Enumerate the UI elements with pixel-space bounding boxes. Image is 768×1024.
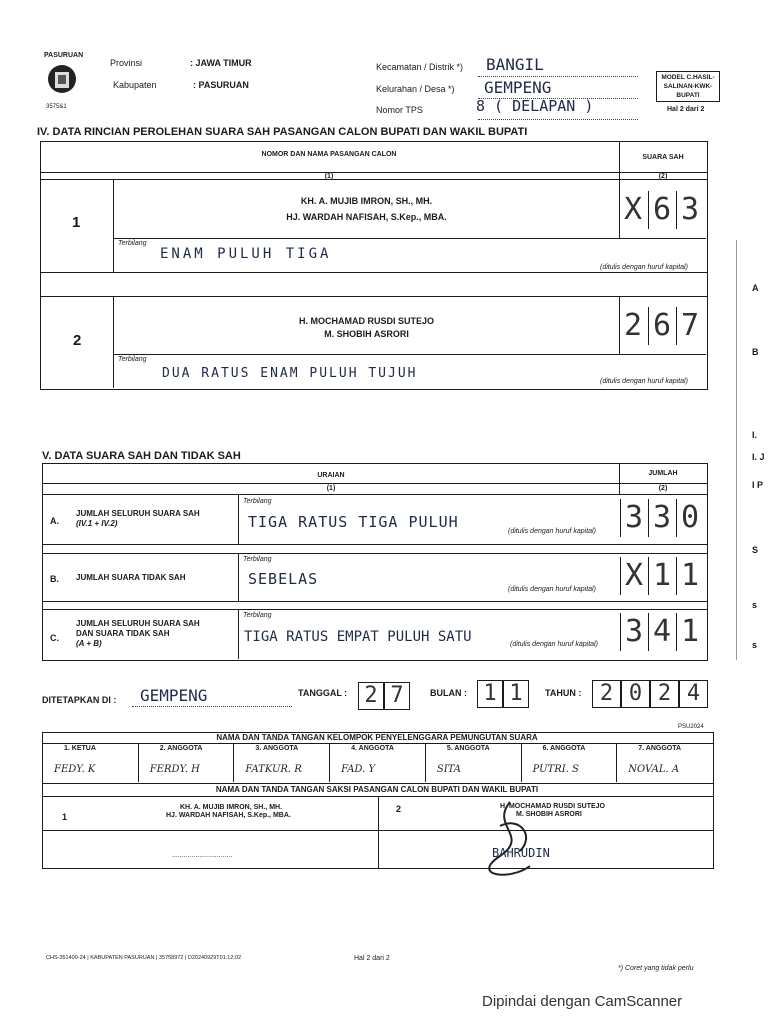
row-a-terbilang-label: Terbilang <box>243 498 272 505</box>
section-5-number-divider <box>42 494 707 495</box>
adjacent-page-letter: s <box>752 640 758 650</box>
row-b-terbilang-hint: (ditulis dengan huruf kapital) <box>508 586 596 593</box>
ditetapkan-dotted-line <box>132 706 292 707</box>
row-a-bottom <box>42 544 707 545</box>
logo-text: PASURUAN <box>44 52 84 59</box>
candidate-spacer-bottom <box>40 296 707 297</box>
row-a-terbilang-hint: (ditulis dengan huruf kapital) <box>508 528 596 535</box>
section-4-col1-number: (1) <box>324 173 334 180</box>
row-c-terbilang-label: Terbilang <box>243 612 272 619</box>
tps-dotted-line <box>478 119 638 120</box>
row-c-words: TIGA RATUS EMPAT PULUH SATU <box>244 629 472 645</box>
candidate-2-terbilang-label: Terbilang <box>118 356 147 363</box>
tanggal-digit-2: 7 <box>384 682 410 710</box>
row-a-letter: A. <box>50 516 59 526</box>
kabupaten-value: : PASURUAN <box>193 80 249 90</box>
candidate-2-digit-2: 6 <box>648 307 675 345</box>
section-4-number-divider <box>40 179 707 180</box>
kpps-col-divider <box>616 743 617 782</box>
kpps-member-signature: FERDY. H <box>149 764 200 775</box>
kpps-member-role: 5. ANGGOTA <box>446 745 490 752</box>
garuda-emblem-icon <box>46 62 78 100</box>
bulan-label: BULAN : <box>430 688 467 698</box>
page-number: Hal 2 dari 2 <box>667 106 705 113</box>
row-b-bottom <box>42 601 707 602</box>
row-b-terbilang-label: Terbilang <box>243 556 272 563</box>
camscanner-watermark: Dipindai dengan CamScanner <box>482 993 683 1010</box>
footer-center: Hal 2 dari 2 <box>354 955 390 962</box>
row-b-digit-1: X <box>620 557 647 595</box>
ditetapkan-value: GEMPENG <box>140 686 208 705</box>
adjacent-page-letter: B <box>752 347 759 357</box>
kecamatan-value: BANGIL <box>486 55 544 74</box>
kpps-member-role: 3. ANGGOTA <box>255 745 299 752</box>
ditetapkan-label: DITETAPKAN DI : <box>42 695 117 705</box>
tanggal-digit-1: 2 <box>358 682 384 710</box>
kpps-member-role: 6. ANGGOTA <box>542 745 586 752</box>
provinsi-value: : JAWA TIMUR <box>190 58 252 68</box>
row-c-divider <box>238 609 239 659</box>
row-b-top <box>42 553 707 554</box>
kpu-logo <box>40 50 96 116</box>
kelurahan-value: GEMPENG <box>484 78 552 97</box>
row-c-top <box>42 609 707 610</box>
adjacent-page-letter: I P <box>752 480 764 490</box>
kpps-member-role: 1. KETUA <box>64 745 96 752</box>
candidate-1-digit-1: X <box>623 192 643 227</box>
saksi-1-number: 1 <box>62 812 68 822</box>
kecamatan-dotted-line <box>478 76 638 77</box>
row-c-label-3: (A + B) <box>76 639 102 648</box>
section-4-col2-header: SUARA SAH <box>642 154 684 161</box>
candidate-2-name-2: M. SHOBIH ASRORI <box>324 329 409 339</box>
candidate-1-number: 1 <box>72 214 81 231</box>
row-b-digit-2: 1 <box>648 557 675 595</box>
tahun-digit-2: 0 <box>621 680 650 708</box>
section-4-col1-header: NOMOR DAN NAMA PASANGAN CALON <box>261 151 397 158</box>
candidate-1-name-2: HJ. WARDAH NAFISAH, S.Kep., MBA. <box>286 212 447 222</box>
kpps-col-divider <box>521 743 522 782</box>
logo-code: 3575&1 <box>46 104 67 110</box>
kpps-title: NAMA DAN TANDA TANGAN KELOMPOK PENYELENGGARA PEMUNGUTAN SUARA <box>216 733 538 742</box>
row-a-label-1: JUMLAH SELURUH SUARA SAH <box>76 509 200 518</box>
saksi-2-name-b: M. SHOBIH ASRORI <box>516 811 582 818</box>
saksi-1-name-b: HJ. WARDAH NAFISAH, S.Kep., MBA. <box>166 812 291 819</box>
saksi-mid-divider <box>42 830 713 831</box>
candidate-1-digit-2: 6 <box>648 191 675 229</box>
adjacent-page-letter: s <box>752 600 758 610</box>
tps-label: Nomor TPS <box>376 105 423 115</box>
section-5-title: V. DATA SUARA SAH DAN TIDAK SAH <box>42 450 241 462</box>
adjacent-page-letter: I. J <box>752 452 765 462</box>
kpps-member-signature: PUTRI. S <box>532 764 579 775</box>
row-c-terbilang-hint: (ditulis dengan huruf kapital) <box>510 641 598 648</box>
adjacent-page-letter: I. <box>752 430 758 440</box>
candidate-1-digit-3: 3 <box>676 191 703 229</box>
kpps-member-signature: FAD. Y <box>341 764 376 775</box>
section-5-col1-header: URAIAN <box>317 472 345 479</box>
footer-note: *) Coret yang tidak perlu <box>618 965 694 972</box>
candidate-2-name-divider <box>113 354 706 355</box>
psu-code: PSU2024 <box>678 724 704 730</box>
row-c-label-1: JUMLAH SELURUH SUARA SAH <box>76 619 200 628</box>
row-b-letter: B. <box>50 574 59 584</box>
footer-left: CHS-351400-24 | KABUPATEN PASURUAN | 35758972 | D20240929T01:12:02 <box>46 955 242 961</box>
candidate-2-no-divider <box>113 296 114 388</box>
row-b-words: SEBELAS <box>248 570 319 588</box>
kpps-title-divider <box>42 743 713 744</box>
row-c-digit-2: 4 <box>648 613 675 651</box>
adjacent-page-letter: S <box>752 545 759 555</box>
candidate-2-terbilang-hint: (ditulis dengan huruf kapital) <box>600 378 688 385</box>
tanggal-label: TANGGAL : <box>298 688 348 698</box>
tahun-digit-3: 2 <box>650 680 679 708</box>
row-a-digit-3: 0 <box>676 499 703 537</box>
provinsi-label: Provinsi <box>110 58 143 68</box>
kpps-col-divider <box>329 743 330 782</box>
row-b-label-1: JUMLAH SUARA TIDAK SAH <box>76 573 186 582</box>
row-a-digit-1: 3 <box>620 499 647 537</box>
candidate-1-bottom <box>40 272 707 273</box>
row-a-digit-2: 3 <box>648 499 675 537</box>
kpps-col-divider <box>233 743 234 782</box>
row-a-words: TIGA RATUS TIGA PULUH <box>248 513 459 531</box>
candidate-1-name-divider <box>113 238 706 239</box>
bulan-digit-1: 1 <box>477 680 503 708</box>
section-5-col2-header: JUMLAH <box>648 470 678 477</box>
section-5-col1-number: (1) <box>326 485 336 492</box>
row-c-digit-1: 3 <box>620 613 647 651</box>
model-box: MODEL C.HASIL-SALINAN-KWK-BUPATI <box>656 71 720 102</box>
kabupaten-label: Kabupaten <box>113 80 157 90</box>
kpps-col-divider <box>138 743 139 782</box>
section-4-title: IV. DATA RINCIAN PEROLEHAN SUARA SAH PASANGAN CALON BUPATI DAN WAKIL BUPATI <box>37 126 528 138</box>
saksi-2-signature-icon <box>480 796 550 886</box>
saksi-1-dots: ............................... <box>172 852 233 859</box>
candidate-2-name-1: H. MOCHAMAD RUSDI SUTEJO <box>298 316 434 326</box>
kpps-member-role: 4. ANGGOTA <box>351 745 394 752</box>
kpps-col-divider <box>425 743 426 782</box>
tps-value: 8 ( DELAPAN ) <box>476 97 594 115</box>
candidate-1-terbilang-hint: (ditulis dengan huruf kapital) <box>600 264 688 271</box>
section-5-header-divider <box>42 483 707 484</box>
tahun-label: TAHUN : <box>545 688 582 698</box>
saksi-2-number: 2 <box>396 804 402 814</box>
adjacent-page-letter: A <box>752 283 759 293</box>
saksi-1-name-a: KH. A. MUJIB IMRON, SH., MH. <box>180 804 283 811</box>
tahun-digit-4: 4 <box>679 680 708 708</box>
kelurahan-label: Kelurahan / Desa *) <box>376 84 455 94</box>
candidate-2-digit-1: 2 <box>623 308 643 343</box>
kpps-member-signature: FEDY. K <box>54 764 96 775</box>
candidate-2-words: DUA RATUS ENAM PULUH TUJUH <box>162 366 418 381</box>
row-b-digit-3: 1 <box>676 557 703 595</box>
candidate-2-digit-3: 7 <box>676 307 703 345</box>
candidate-1-terbilang-label: Terbilang <box>118 240 147 247</box>
kpps-member-signature: FATKUR. R <box>245 764 302 775</box>
saksi-2-name-a: H. MOCHAMAD RUSDI SUTEJO <box>500 803 606 810</box>
row-c-digit-3: 1 <box>676 613 703 651</box>
saksi-col-divider <box>378 796 379 868</box>
row-a-divider <box>238 494 239 544</box>
candidate-2-number: 2 <box>73 332 82 349</box>
candidate-1-words: ENAM PULUH TIGA <box>160 246 332 262</box>
bulan-digit-2: 1 <box>503 680 529 708</box>
saksi-2-sign-name: BAHRUDIN <box>492 846 550 860</box>
saksi-title: NAMA DAN TANDA TANGAN SAKSI PASANGAN CALON BUPATI DAN WAKIL BUPATI <box>215 785 539 794</box>
kpps-member-signature: SITA <box>436 764 461 775</box>
candidate-1-no-divider <box>113 179 114 272</box>
tahun-digit-1: 2 <box>592 680 621 708</box>
row-b-divider <box>238 553 239 601</box>
adjacent-page-edge <box>736 240 768 660</box>
kpps-member-role: 7. ANGGOTA <box>638 745 682 752</box>
candidate-1-name-1: KH. A. MUJIB IMRON, SH., MH. <box>300 196 433 206</box>
row-c-label-2: DAN SUARA TIDAK SAH <box>76 629 170 638</box>
row-a-label-2: (IV.1 + IV.2) <box>76 519 118 528</box>
section-4-col2-number: (2) <box>658 173 668 180</box>
kecamatan-label: Kecamatan / Distrik *) <box>376 62 464 72</box>
section-5-col2-number: (2) <box>658 485 668 492</box>
row-c-letter: C. <box>50 633 59 643</box>
kpps-member-signature: NOVAL. A <box>628 764 680 775</box>
kpps-member-role: 2. ANGGOTA <box>159 745 203 752</box>
